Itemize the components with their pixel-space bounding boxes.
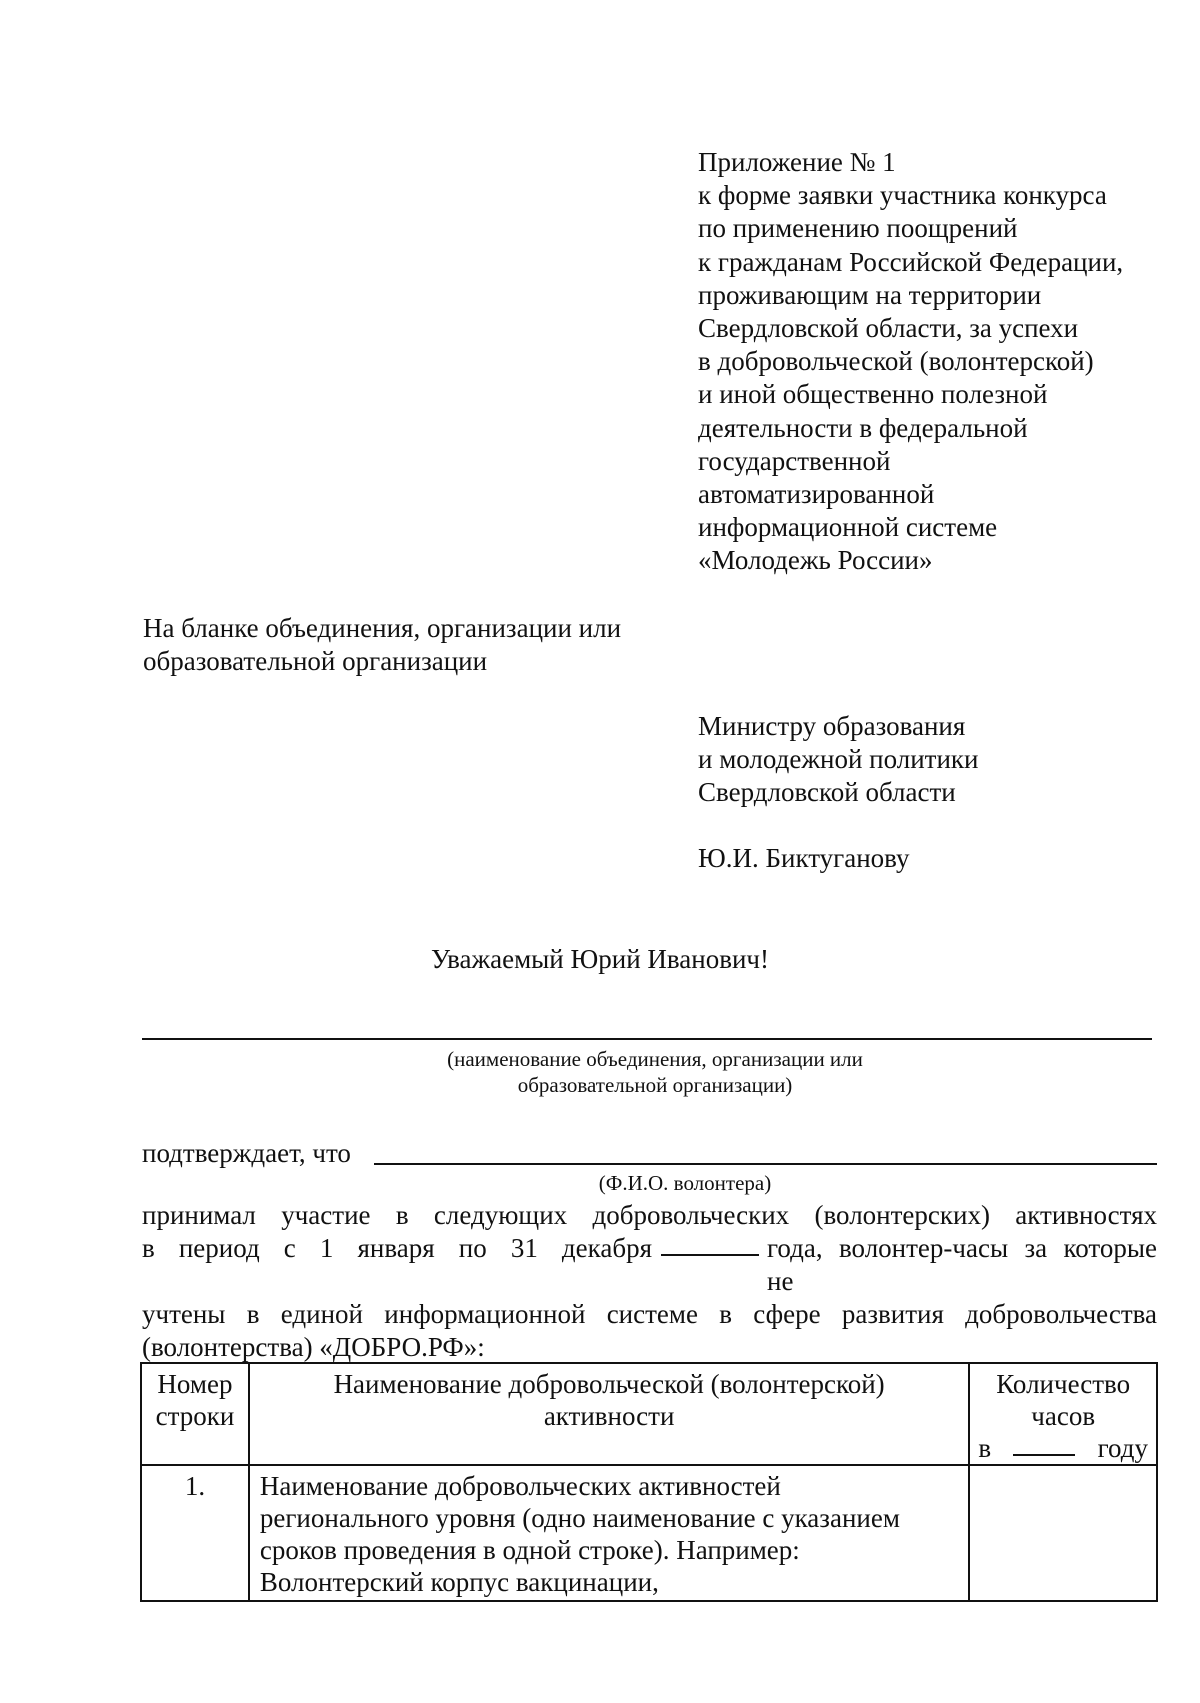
annex-line: Приложение № 1 xyxy=(698,147,896,177)
addressee-block xyxy=(698,710,1168,875)
annex-line: проживающим на территории xyxy=(698,279,1042,310)
body-line xyxy=(142,1298,1157,1331)
organization-name-caption xyxy=(330,1046,980,1098)
annex-line: к форме заявки участника конкурса xyxy=(698,180,1107,211)
body-text-segment: (волонтерства) «ДОБРО.РФ»: xyxy=(142,1332,485,1362)
annex-line: к гражданам Российской Федерации, xyxy=(698,246,1124,277)
body-line xyxy=(142,1232,1157,1298)
header-text: в xyxy=(978,1433,992,1463)
year-blank xyxy=(661,1232,759,1256)
cell-text-line: регионального уровня (одно наименование с указанием xyxy=(259,1503,900,1533)
header-text: строки xyxy=(155,1401,235,1431)
confirm-prefix: подтверждает, что xyxy=(142,1138,351,1168)
body-text-segment: учтены в единой информационной системе в сфере развития добровольчества xyxy=(142,1299,1157,1329)
letterhead-note xyxy=(143,612,683,678)
hours-year-line xyxy=(978,1432,1148,1464)
addressee-line: Министру образования xyxy=(698,711,966,741)
annex-line: деятельности в федеральной xyxy=(698,412,1028,443)
header-activity-name xyxy=(249,1363,970,1465)
annex-line: по применению поощрений xyxy=(698,213,1018,244)
cell-hours xyxy=(969,1465,1157,1601)
addressee-line: Свердловской области xyxy=(698,777,956,807)
addressee-name: Ю.И. Биктуганову xyxy=(698,843,910,873)
annex-line: «Молодежь России» xyxy=(698,545,933,576)
header-row-number xyxy=(141,1363,249,1465)
caption-line: образовательной организации) xyxy=(517,1073,793,1097)
header-text: часов xyxy=(1031,1401,1096,1431)
body-text-segment: принимал участие в следующих добровольческих (волонтерских) активностях xyxy=(142,1200,1157,1230)
letterhead-note-line: образовательной организации xyxy=(143,646,488,676)
cell-row-number: 1. xyxy=(141,1465,249,1601)
activities-table xyxy=(140,1362,1158,1602)
cell-text-line: Наименование добровольческих активностей xyxy=(259,1471,781,1501)
annex-line: информационной системе xyxy=(698,512,998,543)
annex-line: автоматизированной xyxy=(698,479,935,510)
annex-header xyxy=(698,146,1168,578)
cell-activity-name xyxy=(249,1465,970,1601)
confirm-line xyxy=(142,1137,1157,1170)
cell-text-line: Волонтерский корпус вакцинации, xyxy=(259,1567,659,1597)
cell-text-line: сроков проведения в одной строке). Например: xyxy=(259,1535,800,1565)
header-text: активности xyxy=(543,1401,675,1431)
table-row xyxy=(141,1465,1157,1601)
table-header-row xyxy=(141,1363,1157,1465)
organization-name-blank xyxy=(142,1038,1152,1040)
caption-line: (наименование объединения, организации или xyxy=(447,1047,863,1071)
header-text: Номер xyxy=(157,1369,233,1399)
addressee-line: и молодежной политики xyxy=(698,744,979,774)
header-text: Количество xyxy=(996,1369,1131,1399)
annex-line: Свердловской области, за успехи xyxy=(698,313,1079,344)
body-text-segment: года, волонтер-часы за которые не xyxy=(767,1233,1157,1296)
body-line xyxy=(142,1331,1157,1364)
annex-line: в добровольческой (волонтерской) xyxy=(698,346,1094,377)
annex-line: и иной общественно полезной xyxy=(698,379,1048,410)
body-line xyxy=(142,1199,1157,1232)
greeting: Уважаемый Юрий Иванович! xyxy=(431,944,769,974)
annex-line: государственной xyxy=(698,445,891,476)
hours-year-blank xyxy=(1013,1432,1075,1456)
body-text-segment: в период с 1 января по 31 декабря xyxy=(142,1233,652,1263)
letterhead-note-line: На бланке объединения, организации или xyxy=(143,613,622,643)
header-text: году xyxy=(1097,1433,1148,1463)
volunteer-name-blank xyxy=(374,1163,1157,1165)
body-paragraph xyxy=(142,1199,1157,1364)
volunteer-name-caption: (Ф.И.О. волонтера) xyxy=(598,1171,772,1195)
header-text: Наименование добровольческой (волонтерской) xyxy=(333,1369,885,1399)
header-hours xyxy=(969,1363,1157,1465)
